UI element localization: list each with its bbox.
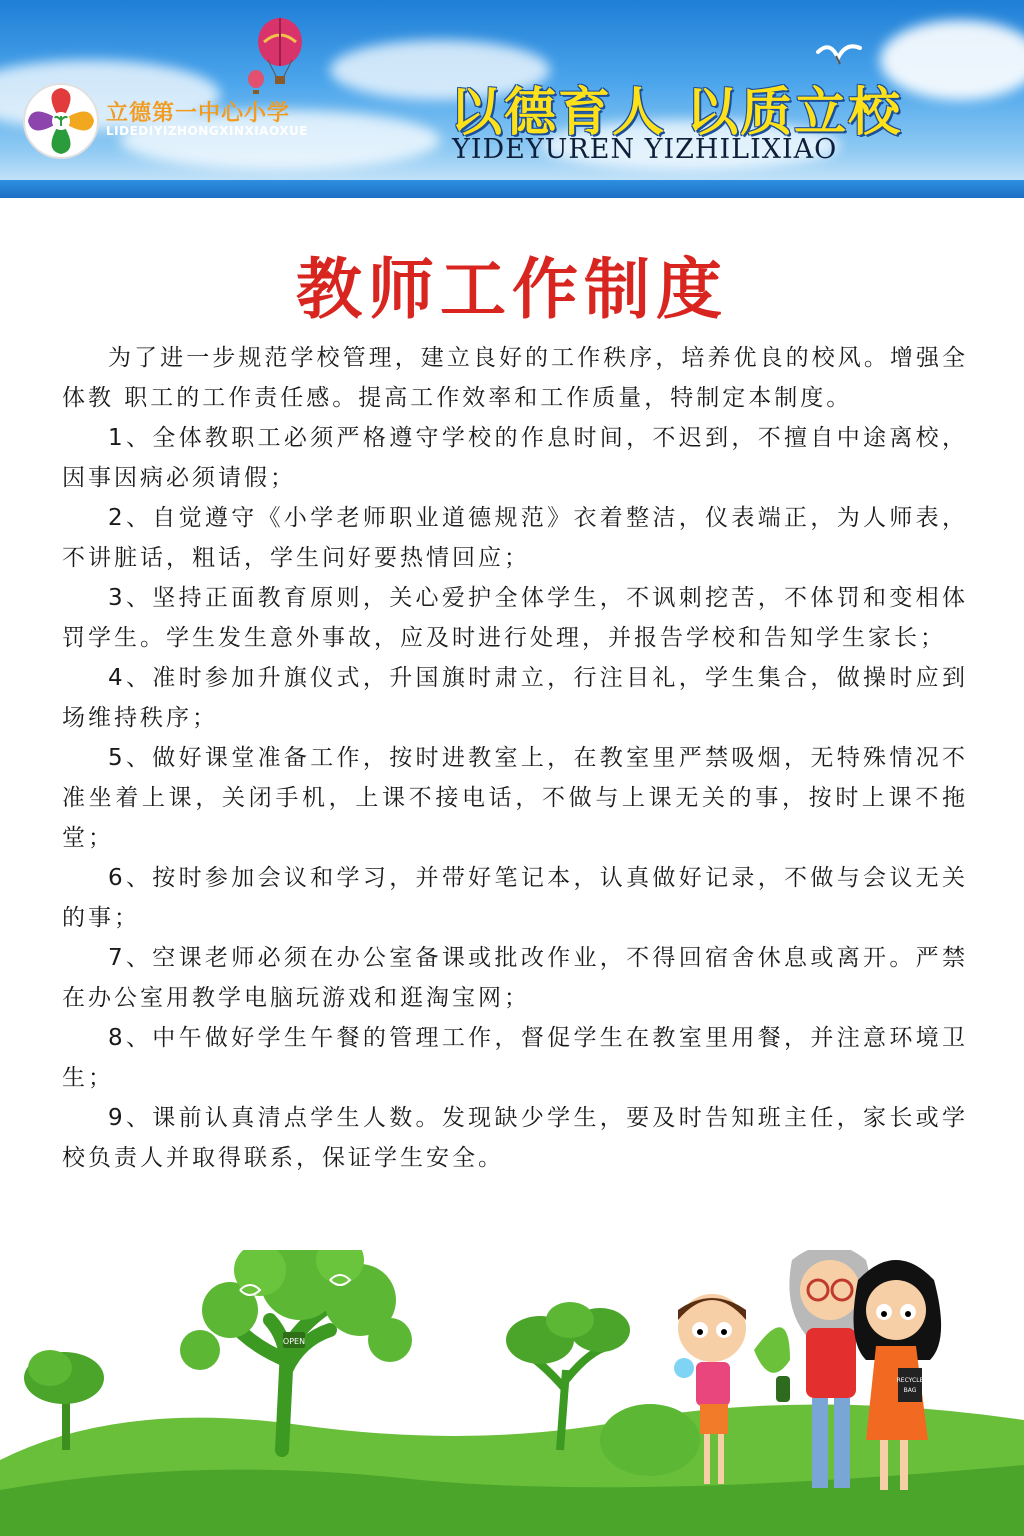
school-pinyin: LIDEDIYIZHONGXINXIAOXUE bbox=[106, 124, 308, 138]
rule-item-4: 4、准时参加升旗仪式，升国旗时肃立，行注目礼，学生集合，做操时应到场维持秩序； bbox=[62, 665, 968, 731]
bush-icon bbox=[600, 1404, 700, 1476]
slogan: 以德育人 以质立校 bbox=[450, 83, 903, 143]
school-logo-icon bbox=[22, 82, 100, 160]
rule-item-1: 1、全体教职工必须严格遵守学校的作息时间，不迟到，不擅自中途离校，因事因病必须请假； bbox=[62, 425, 968, 491]
rule-item-3: 3、坚持正面教育原则，关心爱护全体学生，不讽刺挖苦，不体罚和变相体罚学生。学生发生意外事故，应及时进行处理，并报告学校和告知学生家长； bbox=[62, 585, 968, 651]
rule-item-6: 6、按时参加会议和学习，并带好笔记本，认真做好记录，不做与会议无关的事； bbox=[62, 865, 968, 931]
rule-item-7: 7、空课老师必须在办公室备课或批改作业，不得回宿舍休息或离开。严禁在办公室用教学电脑玩游戏和逛淘宝网； bbox=[62, 945, 968, 1011]
seagull-icon bbox=[816, 38, 862, 74]
header-divider bbox=[0, 180, 1024, 198]
page-title: 教师工作制度 bbox=[296, 251, 728, 328]
tree-sign-label: OPEN bbox=[282, 1337, 306, 1346]
school-name: 立德第一中心小学 bbox=[106, 101, 291, 126]
bag-label-bag: BAG bbox=[903, 1387, 917, 1394]
bag-label-recycle: RECYCLE bbox=[896, 1377, 924, 1384]
bottom-illustration bbox=[0, 1250, 1024, 1536]
intro-paragraph: 为了进一步规范学校管理，建立良好的工作秩序，培养优良的校风。增强全体教 职工的工作责任感。提高工作效率和工作质量，特制定本制度。 bbox=[62, 345, 968, 411]
rules-text bbox=[62, 338, 968, 1178]
slogan-pinyin: YIDEYUREN YIZHILIXIAO bbox=[452, 134, 838, 165]
rule-item-5: 5、做好课堂准备工作，按时进教室上，在教室里严禁吸烟，无特殊情况不准坐着上课，关闭手机，上课不接电话，不做与上课无关的事，按时上课不拖堂； bbox=[62, 745, 968, 851]
rule-item-2: 2、自觉遵守《小学老师职业道德规范》衣着整洁，仪表端正，为人师表，不讲脏话，粗话，学生问好要热情回应； bbox=[62, 505, 968, 571]
header-banner bbox=[0, 0, 1024, 188]
rule-item-9: 9、课前认真清点学生人数。发现缺少学生，要及时告知班主任，家长或学校负责人并取得联系，保证学生安全。 bbox=[62, 1105, 968, 1171]
rule-item-8: 8、中午做好学生午餐的管理工作，督促学生在教室里用餐，并注意环境卫生； bbox=[62, 1025, 968, 1091]
small-balloon-icon bbox=[246, 70, 266, 96]
